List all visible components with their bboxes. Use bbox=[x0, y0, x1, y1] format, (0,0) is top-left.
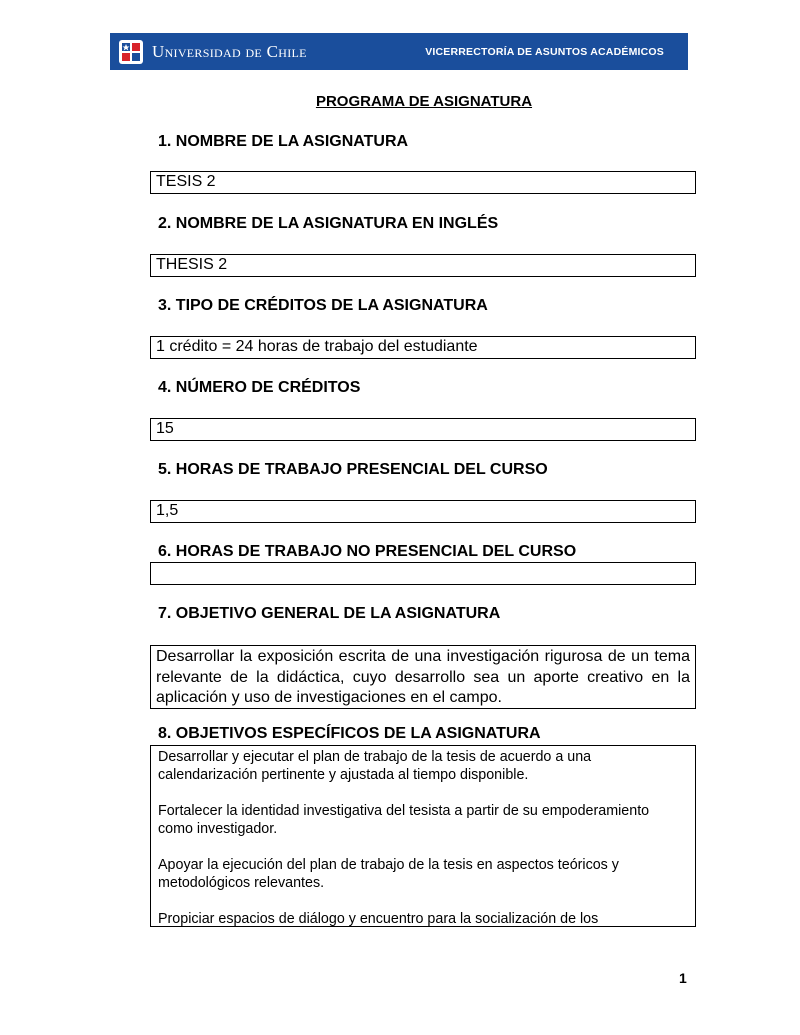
specific-objectives-box bbox=[150, 745, 696, 927]
section-7-heading: 7. OBJETIVO GENERAL DE LA ASIGNATURA bbox=[158, 605, 501, 622]
university-logo bbox=[118, 39, 307, 65]
general-objective-field: Desarrollar la exposición escrita de una investigación rigurosa de un tema relevante de la didáctica, cuyo desarrollo sea un aporte creativo en la aplicación y uso de investigaciones en el campo. bbox=[150, 645, 696, 709]
section-1-heading: 1. NOMBRE DE LA ASIGNATURA bbox=[158, 133, 409, 150]
vicerrectoria-name: VICERRECTORÍA DE ASUNTOS ACADÉMICOS bbox=[425, 45, 664, 58]
section-2-heading: 2. NOMBRE DE LA ASIGNATURA EN INGLÉS bbox=[158, 215, 499, 232]
section-6-heading: 6. HORAS DE TRABAJO NO PRESENCIAL DEL CURSO bbox=[158, 543, 577, 560]
specific-objective-item: Fortalecer la identidad investigativa del tesista a partir de su empoderamiento como investigador. bbox=[158, 803, 650, 837]
specific-objective-item: Apoyar la ejecución del plan de trabajo de la tesis en aspectos teóricos y metodológicos relevantes. bbox=[158, 857, 619, 891]
non-presential-hours-field bbox=[150, 562, 696, 585]
section-5-heading: 5. HORAS DE TRABAJO PRESENCIAL DEL CURSO bbox=[158, 461, 548, 478]
page-title: PROGRAMA DE ASIGNATURA bbox=[315, 93, 533, 110]
credit-count-field: 15 bbox=[150, 418, 696, 441]
university-crest-icon bbox=[118, 39, 144, 65]
section-8-heading: 8. OBJETIVOS ESPECÍFICOS DE LA ASIGNATURA bbox=[158, 725, 541, 742]
page-number: 1 bbox=[679, 970, 687, 986]
presential-hours-field: 1,5 bbox=[150, 500, 696, 523]
university-name: Universidad de Chile bbox=[152, 41, 307, 61]
specific-objective-item: Propiciar espacios de diálogo y encuentro para la socialización de los bbox=[158, 911, 599, 927]
section-3-heading: 3. TIPO DE CRÉDITOS DE LA ASIGNATURA bbox=[158, 297, 488, 314]
institution-header bbox=[110, 33, 688, 70]
credit-type-field: 1 crédito = 24 horas de trabajo del estudiante bbox=[150, 336, 696, 359]
course-name-field: TESIS 2 bbox=[150, 171, 696, 194]
course-name-english-field: THESIS 2 bbox=[150, 254, 696, 277]
section-4-heading: 4. NÚMERO DE CRÉDITOS bbox=[158, 379, 361, 396]
specific-objective-item: Desarrollar y ejecutar el plan de trabajo de la tesis de acuerdo a una calendarización pertinente y ajustada al tiempo disponible. bbox=[158, 749, 592, 783]
